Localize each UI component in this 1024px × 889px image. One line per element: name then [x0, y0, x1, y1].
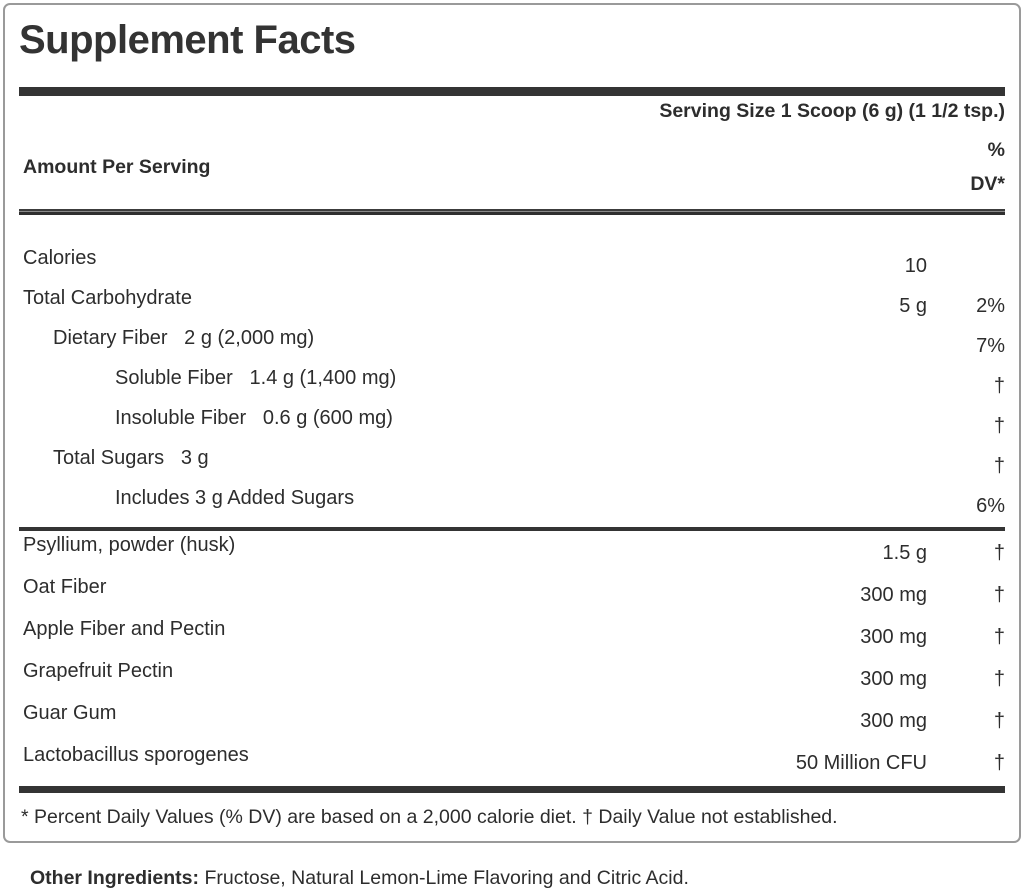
percent-dv-line2: DV* [970, 173, 1005, 195]
nutrient-name: Calories [23, 247, 97, 269]
ingredient-amount: 300 mg [860, 584, 927, 606]
nutrient-row [19, 447, 1005, 487]
percent-dv-header [970, 133, 1005, 201]
nutrient-dv: † [993, 415, 1005, 437]
ingredient-name: Guar Gum [23, 702, 117, 724]
ingredient-row [19, 576, 1005, 618]
ingredient-dv: † [993, 542, 1005, 564]
nutrient-name: Dietary Fiber 2 g (2,000 mg) [53, 327, 315, 349]
ingredient-name: Apple Fiber and Pectin [23, 618, 226, 640]
ingredient-row [19, 534, 1005, 576]
ingredient-row [19, 660, 1005, 702]
nutrient-name: Soluble Fiber 1.4 g (1,400 mg) [115, 367, 397, 389]
nutrient-name: Total Sugars 3 g [53, 447, 209, 469]
ingredient-amount: 300 mg [860, 668, 927, 690]
daily-value-footnote: * Percent Daily Values (% DV) are based on a 2,000 calorie diet. † Daily Value not established. [21, 806, 838, 828]
percent-dv-line1: % [987, 139, 1005, 161]
ingredient-row [19, 702, 1005, 744]
other-ingredients [30, 867, 1010, 889]
ingredient-dv: † [993, 752, 1005, 774]
ingredient-amount: 50 Million CFU [795, 752, 927, 774]
ingredient-dv: † [993, 668, 1005, 690]
nutrient-row [19, 287, 1005, 327]
nutrient-name: Total Carbohydrate [23, 287, 192, 309]
nutrient-name: Includes 3 g Added Sugars [115, 487, 355, 509]
panel-title: Supplement Facts [19, 18, 356, 62]
nutrient-dv: 6% [976, 495, 1005, 517]
ingredient-name: Grapefruit Pectin [23, 660, 174, 682]
amount-per-serving-header: Amount Per Serving [23, 155, 211, 178]
nutrient-amount: 5 g [899, 295, 927, 317]
ingredient-dv: † [993, 584, 1005, 606]
nutrient-rows-section [19, 215, 1005, 527]
ingredient-amount: 1.5 g [882, 542, 927, 564]
column-header-row [19, 123, 1005, 209]
nutrient-dv: † [993, 455, 1005, 477]
ingredient-rows-section [19, 531, 1005, 786]
nutrient-dv: † [993, 375, 1005, 397]
nutrient-dv: 7% [976, 335, 1005, 357]
supplement-facts-panel [3, 3, 1021, 843]
ingredient-dv: † [993, 626, 1005, 648]
nutrient-name: Insoluble Fiber 0.6 g (600 mg) [115, 407, 393, 429]
serving-size: Serving Size 1 Scoop (6 g) (1 1/2 tsp.) [659, 100, 1005, 122]
nutrient-dv: 2% [976, 295, 1005, 317]
ingredient-amount: 300 mg [860, 626, 927, 648]
ingredient-name: Oat Fiber [23, 576, 107, 598]
other-ingredients-label: Other Ingredients: [30, 867, 200, 889]
other-ingredients-text: Fructose, Natural Lemon-Lime Flavoring and Citric Acid. [199, 867, 689, 889]
nutrient-row [19, 407, 1005, 447]
ingredient-name: Psyllium, powder (husk) [23, 534, 236, 556]
divider-title [19, 87, 1005, 96]
nutrient-row [19, 327, 1005, 367]
ingredient-dv: † [993, 710, 1005, 732]
divider-bottom [19, 786, 1005, 793]
nutrient-row [19, 367, 1005, 407]
ingredient-name: Lactobacillus sporogenes [23, 744, 249, 766]
ingredient-row [19, 744, 1005, 786]
ingredient-row [19, 618, 1005, 660]
nutrient-amount: 10 [904, 255, 927, 277]
nutrient-row [19, 487, 1005, 527]
nutrient-row [19, 247, 1005, 287]
ingredient-amount: 300 mg [860, 710, 927, 732]
